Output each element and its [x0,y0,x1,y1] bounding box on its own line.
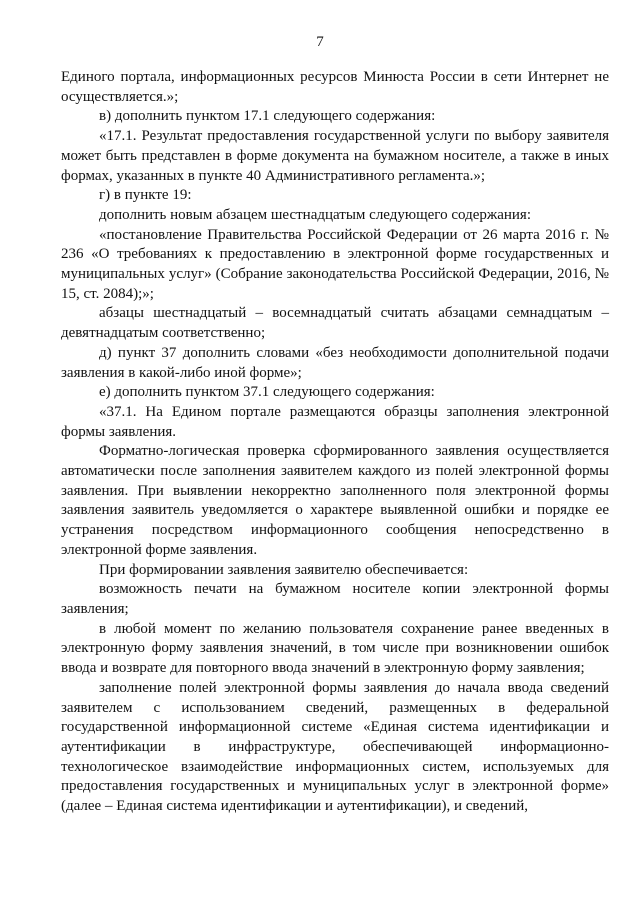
paragraph: возможность печати на бумажном носителе копии электронной формы заявления; [61,581,609,617]
paragraph: д) пункт 37 дополнить словами «без необходимости дополнительной подачи заявления в какой-либо иной форме»; [61,344,609,381]
paragraph: «постановление Правительства Российской Федерации от 26 марта 2016 г. № 236 «О требованиях к предоставлению в электронной форме государственных и муниципальных услуг» (Собрание законодательства Российской Федерации, 2016, № 15, ст. 2084);»; [61,226,609,302]
paragraph: Единого портала, информационных ресурсов Минюста России в сети Интернет не осуществляется.»; [61,69,609,105]
paragraph: г) в пункте 19: [99,187,192,204]
paragraph: При формировании заявления заявителю обеспечивается: [99,561,469,578]
paragraph: «37.1. На Едином портале размещаются образцы заполнения электронной формы заявления. [61,403,609,440]
paragraph: е) дополнить пунктом 37.1 следующего содержания: [99,384,435,401]
page-number: 7 [316,34,324,50]
paragraph: в любой момент по желанию пользователя сохранение ранее введенных в электронную форму заявления значений, в том числе при возникновении ошибок ввода и возврате для повторного ввода значений в электронную форму заявления; [61,620,609,677]
paragraph: заполнение полей электронной формы заявления до начала ввода сведений заявителем с использованием сведений, размещенных в федеральной государственной информационной системе «Единая система идентификации и аутентификации в инфраструктуре, обеспечивающей информационно-технологическое взаимодействие информационных систем, используемых для предоставления государственных и муниципальных услуг в электронной форме» (далее – Единая система идентификации и аутентификации), и сведений, [61,679,609,815]
paragraph: «17.1. Результат предоставления государственной услуги по выбору заявителя может быть представлен в форме документа на бумажном носителе, а также в иных формах, указанных в пункте 40 Административного регламента.»; [61,128,609,184]
paragraph: дополнить новым абзацем шестнадцатым следующего содержания: [99,206,531,223]
paragraph: абзацы шестнадцатый – восемнадцатый считать абзацами семнадцатым – девятнадцатым соответственно; [61,305,609,342]
paragraph: Форматно-логическая проверка сформированного заявления осуществляется автоматически после заполнения заявителем каждого из полей электронной формы заявления. При выявлении некорректно заполненного поля электронной формы заявления заявитель уведомляется о характере выявленной ошибки и порядке ее устранения посредством информационного сообщения непосредственно в электронной форме заявления. [61,443,609,558]
paragraph: в) дополнить пунктом 17.1 следующего содержания: [99,108,436,125]
document-body [61,68,609,817]
